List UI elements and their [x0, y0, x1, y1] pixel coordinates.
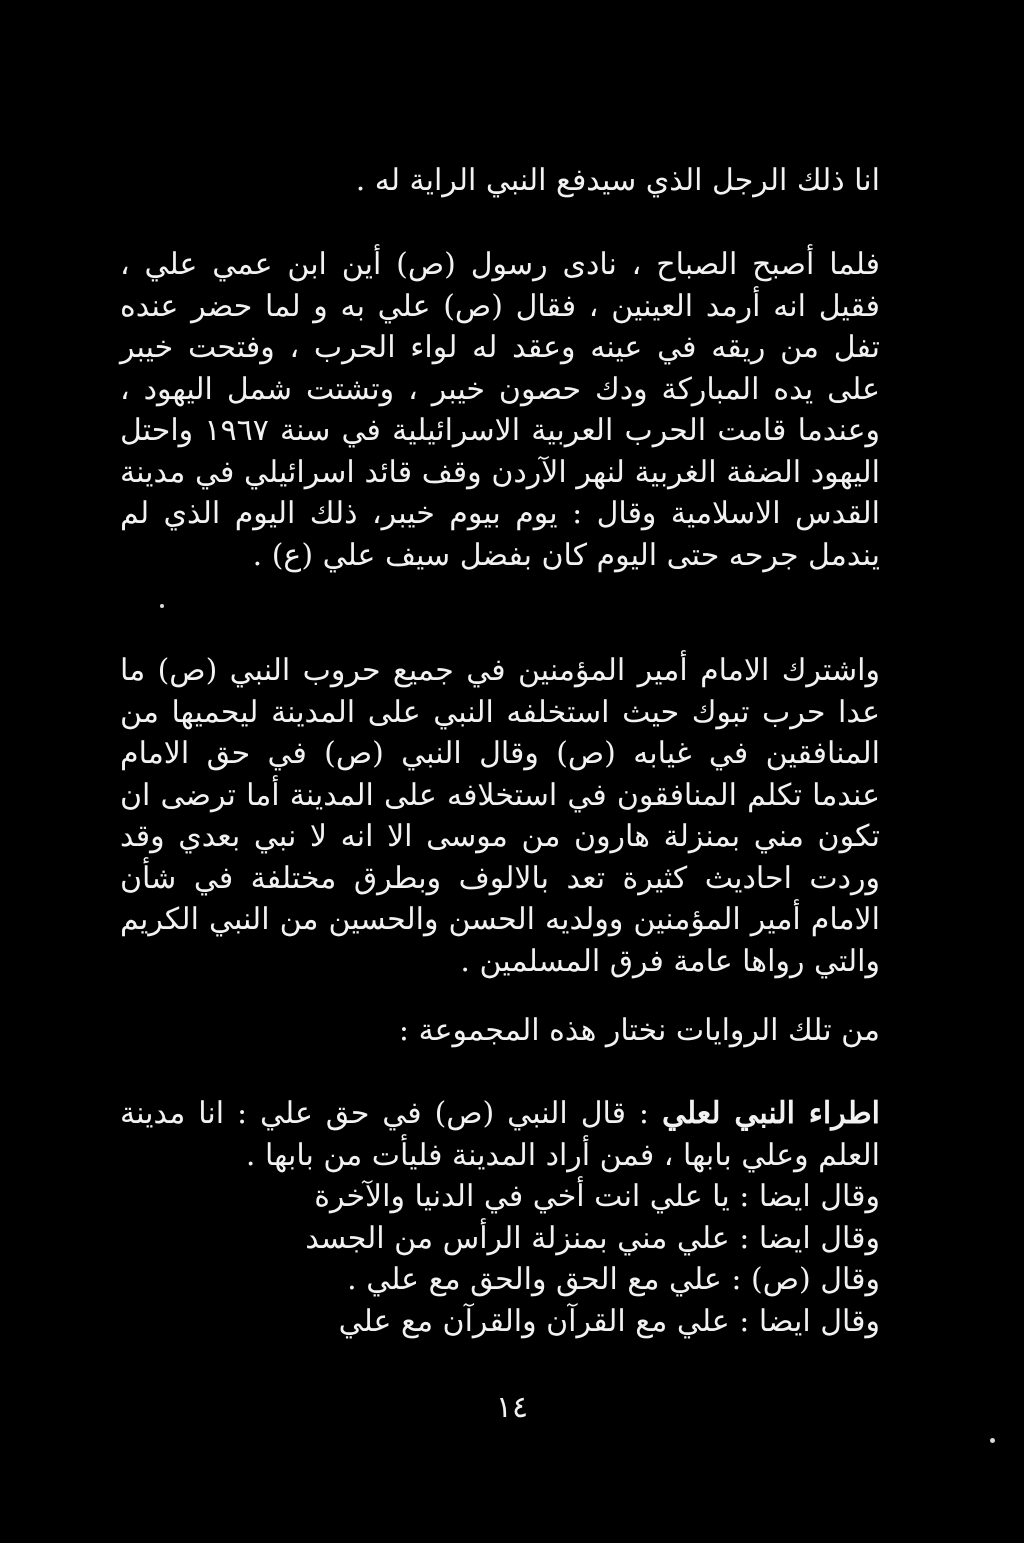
paragraph-khaybar: فلما أصبح الصباح ، نادى رسول (ص) أين ابن عمي علي ، فقيل انه أرمد العينين ، فقال (ص) علي به و لما حضر عنده تفل من ريقه في عينه وعقد له لواء الحرب ، وفتحت خيبر على يده المباركة ودك حصون خيبر ، وتشتت شمل اليهود ، وعندما قامت الحرب العربية الاسرائيلية في سنة ١٩٦٧ واحتل اليهود الضفة الغربية لنهر الآردن وقف قائد اسرائيلي في مدينة القدس الاسلامية وقال : يوم بيوم خيبر، ذلك اليوم الذي لم يندمل جرحه حتى اليوم كان بفضل سيف علي (ع) .	[120, 247, 880, 573]
scan-speck	[990, 1438, 995, 1443]
hadith-label: اطراء النبي لعلي	[661, 1096, 880, 1131]
hadith-truth: وقال (ص) : علي مع الحق والحق مع علي .	[347, 1262, 880, 1297]
hadith-quran: وقال ايضا : علي مع القرآن والقرآن مع علي	[338, 1303, 880, 1339]
page-number: ١٤	[495, 1390, 529, 1425]
intro-line: انا ذلك الرجل الذي سيدفع النبي الراية له .	[355, 163, 880, 198]
hadith-first-text: : قال النبي (ص) في حق علي : انا مدينة العلم وعلي بابها ، فمن أراد المدينة فليأت من بابها .	[120, 1096, 880, 1173]
hadith-first	[120, 1093, 880, 1176]
hadith-list	[120, 1093, 880, 1342]
scan-speck	[160, 604, 164, 608]
hadith-brother: وقال ايضا : يا علي انت أخي في الدنيا والآخرة	[314, 1179, 880, 1214]
hadith-head: وقال ايضا : علي مني بمنزلة الرأس من الجسد	[305, 1220, 880, 1256]
section-heading: من تلك الروايات نختار هذه المجموعة :	[398, 1013, 880, 1048]
paragraph-battles: واشترك الامام أمير المؤمنين في جميع حروب النبي (ص) ما عدا حرب تبوك حيث استخلفه النبي على المدينة ليحميها من المنافقين في غيابه (ص) وقال النبي (ص) في حق الامام عندما تكلم المنافقون في استخلافه على المدينة أما ترضى ان تكون مني بمنزلة هارون من موسى الا انه لا نبي بعدي وقد وردت احاديث كثيرة تعد بالالوف وبطرق مختلفة في شأن الامام أمير المؤمنين وولديه الحسن والحسين من النبي الكريم والتي رواها عامة فرق المسلمين .	[120, 653, 880, 979]
